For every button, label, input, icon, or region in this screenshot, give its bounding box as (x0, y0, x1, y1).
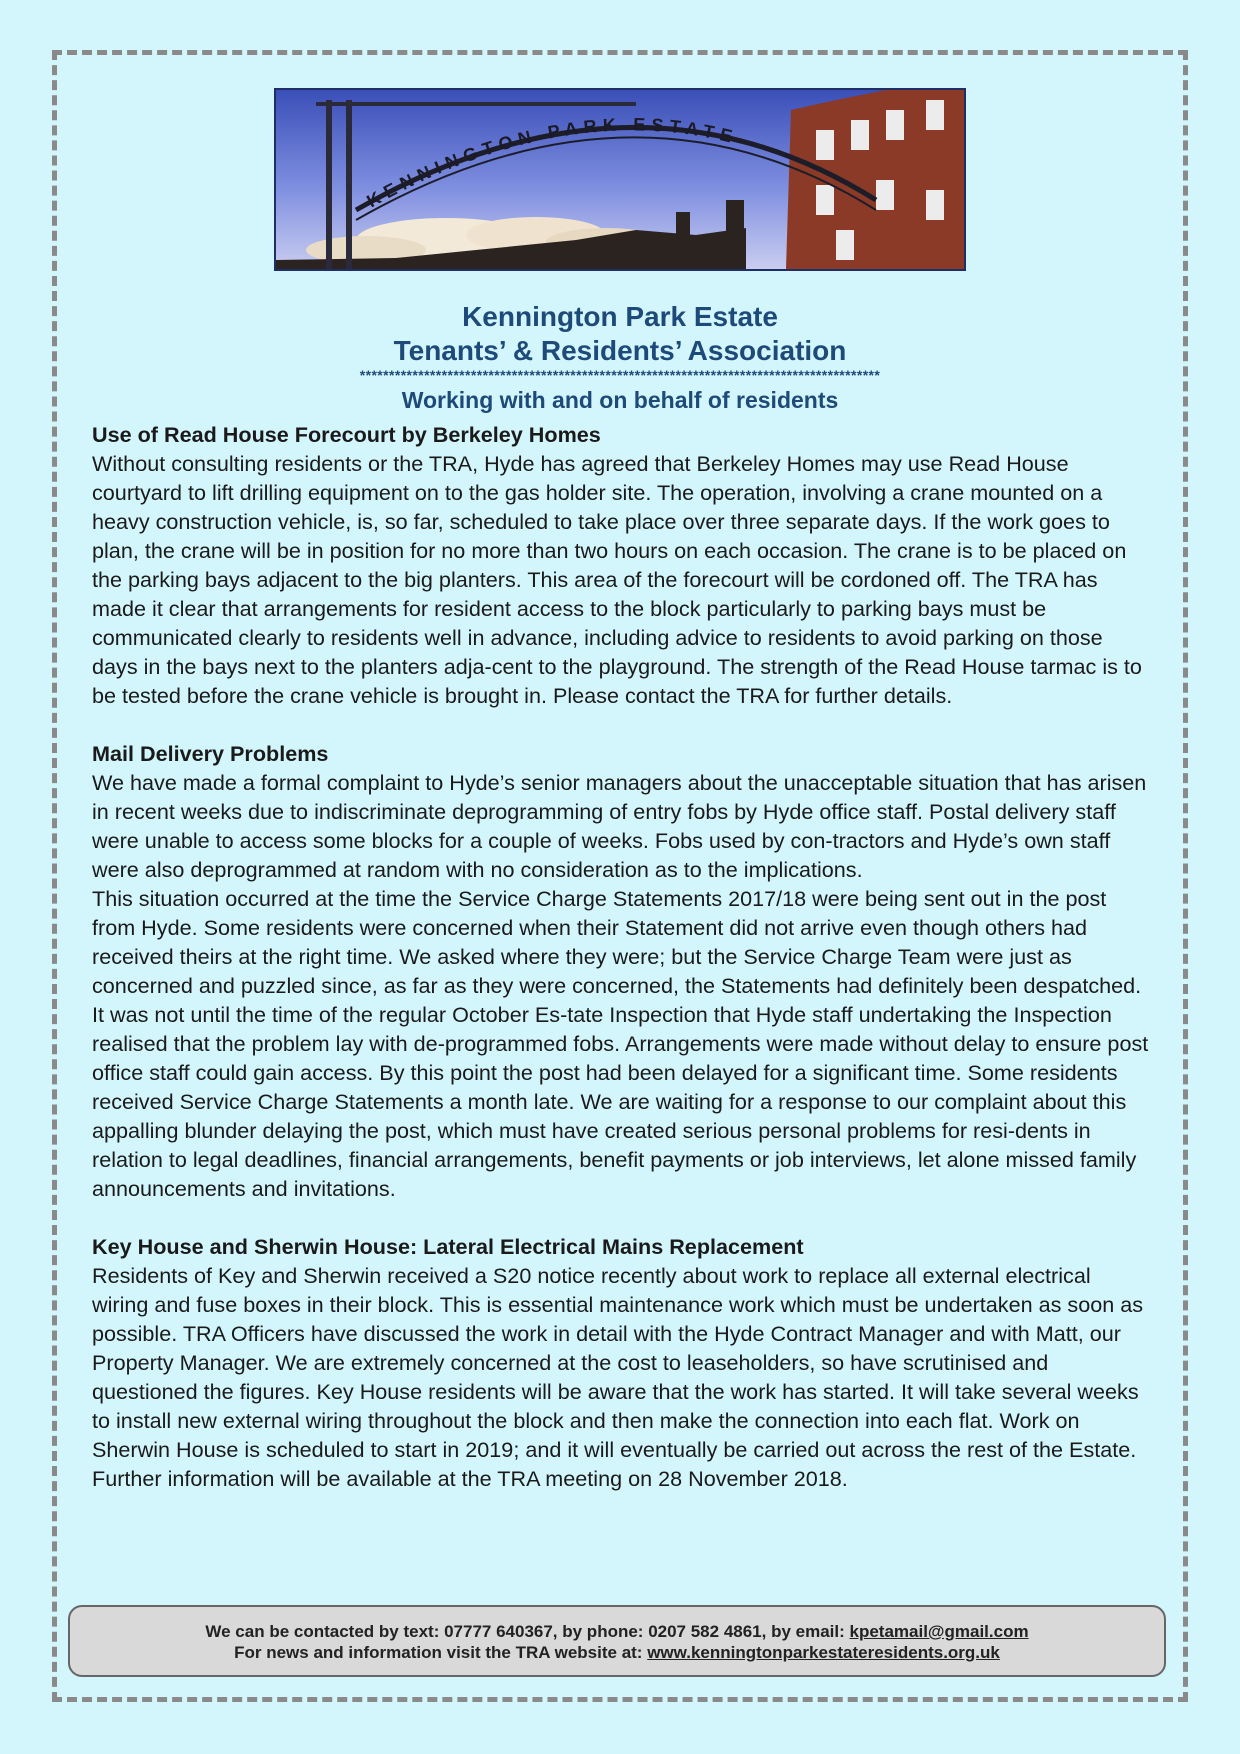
section-read-house (92, 420, 1152, 710)
contact-footer (68, 1605, 1166, 1677)
page-title-line1: Kennington Park Estate (462, 301, 778, 332)
page-subtitle: Working with and on behalf of residents (401, 387, 839, 413)
contact-line (70, 1621, 1164, 1642)
website-link[interactable]: www.kenningtonparkestateresidents.org.uk (647, 1643, 1000, 1662)
website-text: For news and information visit the TRA website at: (234, 1643, 648, 1662)
page-title-line2: Tenants’ & Residents’ Association (393, 335, 847, 366)
section-heading: Use of Read House Forecourt by Berkeley Homes (92, 422, 601, 447)
contact-text: We can be contacted by text: 07777 640367, by phone: 0207 582 4861, by email: (205, 1622, 850, 1641)
section-mail-delivery (92, 739, 1152, 1203)
section-electrical-mains (92, 1232, 1152, 1493)
header-banner-image (274, 88, 966, 271)
section-paragraph: We have made a formal complaint to Hyde’s senior managers about the unacceptable situation that has arisen in recent weeks due to indiscriminate deprogramming of entry fobs by Hyde office staff. Postal delivery staff were unable to access some blocks for a couple of weeks. Fobs used by con-tractors and Hyde’s own staff were also deprogrammed at random with no consideration as to the implications. (92, 770, 1147, 882)
article-content (92, 420, 1152, 1522)
section-paragraph: Residents of Key and Sherwin received a S20 notice recently about work to replace all external electrical wiring and fuse boxes in their block. This is essential maintenance work which must be undertaken as soon as possible. TRA Officers have discussed the work in detail with the Hyde Contract Manager and with Matt, our Property Manager. We are extremely concerned at the cost to leaseholders, so have scrutinised and questioned the figures. Key House residents will be aware that the work has started. It will take several weeks to install new external wiring throughout the block and then make the connection into each flat. Work on Sherwin House is scheduled to start in 2019; and it will eventually be carried out across the rest of the Estate. Further information will be available at the TRA meeting on 28 November 2018. (92, 1263, 1144, 1491)
section-heading: Key House and Sherwin House: Lateral Electrical Mains Replacement (92, 1234, 804, 1259)
section-paragraph: This situation occurred at the time the Service Charge Statements 2017/18 were being sent out in the post from Hyde. Some residents were concerned when their Statement did not arrive even though others had received theirs at the right time. We asked where they were; but the Service Charge Team were just as concerned and puzzled since, as far as they were concerned, the Statements had definitely been despatched. It was not until the time of the regular October Es-tate Inspection that Hyde staff undertaking the Inspection realised that the problem lay with de-programmed fobs. Arrangements were made without delay to ensure post office staff could gain access. By this point the post had been delayed for a significant time. Some residents received Service Charge Statements a month late. We are waiting for a response to our complaint about this appalling blunder delaying the post, which must have created serious personal problems for resi-dents in relation to legal deadlines, financial arrangements, benefit payments or job interviews, let alone missed family announcements and invitations. (92, 886, 1149, 1201)
estate-gate-photo (276, 90, 964, 269)
website-line (70, 1642, 1164, 1663)
section-heading: Mail Delivery Problems (92, 741, 329, 766)
section-paragraph: Without consulting residents or the TRA, Hyde has agreed that Berkeley Homes may use Read House courtyard to lift drilling equipment on to the gas holder site. The operation, involving a crane mounted on a heavy construction vehicle, is, so far, scheduled to take place over three separate days. If the work goes to plan, the crane will be in position for no more than two hours on each occasion. The crane is to be placed on the parking bays adjacent to the big planters. This area of the forecourt will be cordoned off. The TRA has made it clear that arrangements for resident access to the block particularly to parking bays must be communicated clearly to residents well in advance, including advice to residents to avoid parking on those days in the bays next to the planters adja-cent to the playground. The strength of the Read House tarmac is to be tested before the crane vehicle is brought in. Please contact the TRA for further details. (92, 451, 1142, 708)
email-link[interactable]: kpetamail@gmail.com (849, 1622, 1029, 1641)
star-divider: ***************************************************************************************** (359, 367, 881, 383)
arch-lettering: KENNINGTON PARK ESTATE (363, 114, 741, 212)
